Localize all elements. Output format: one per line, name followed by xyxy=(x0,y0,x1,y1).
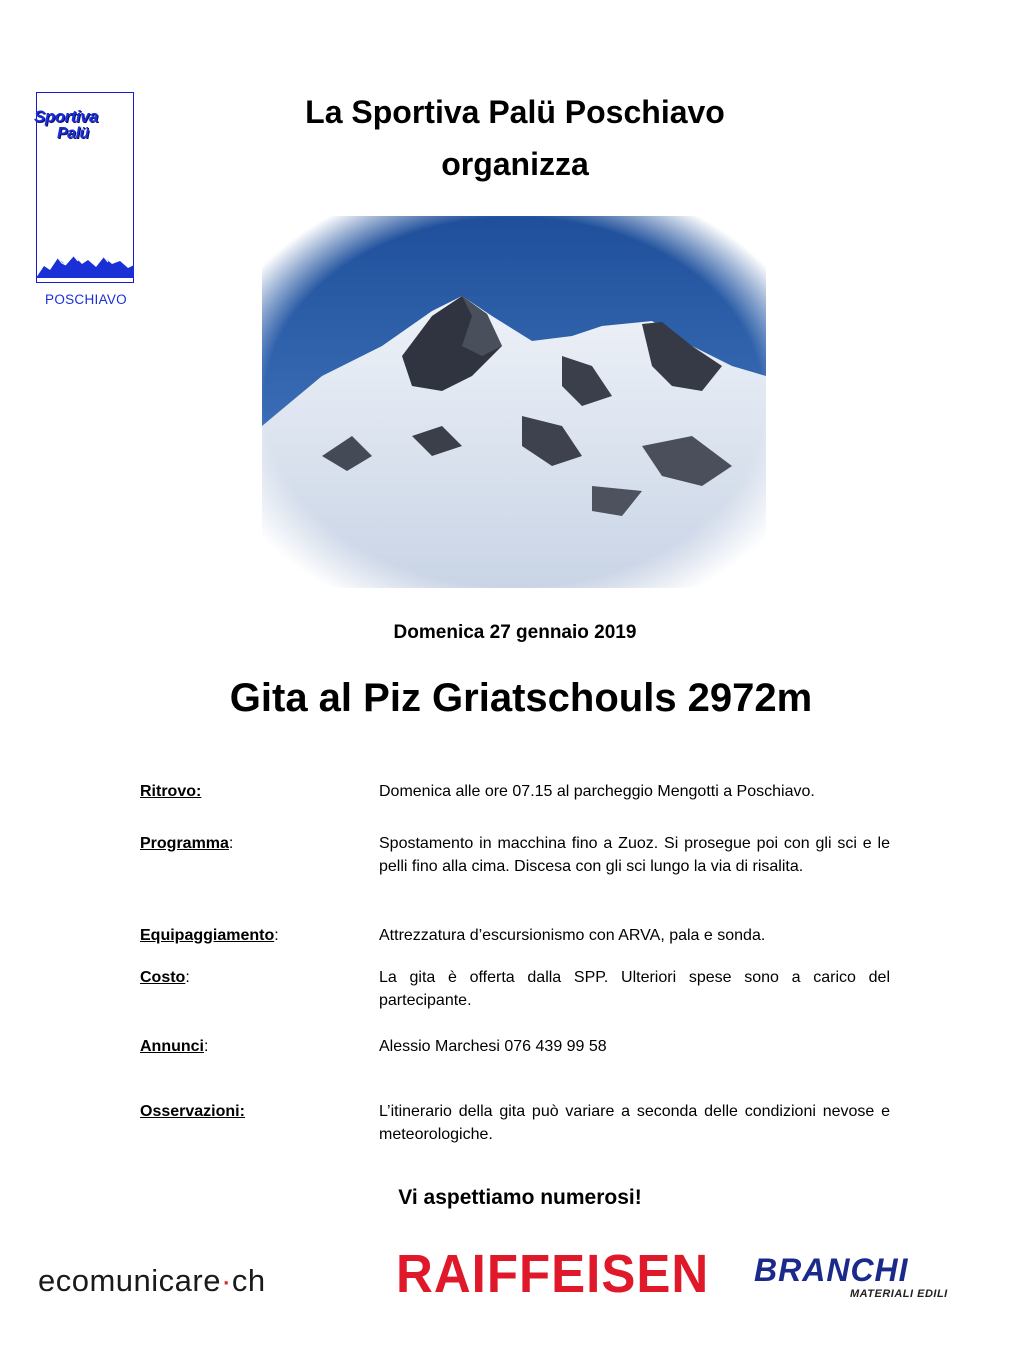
event-headline: Gita al Piz Griatschouls 2972m xyxy=(229,676,813,720)
detail-label-colon: : xyxy=(228,835,234,852)
detail-label: Equipaggiamento xyxy=(140,927,275,944)
logo-town: POSCHIAVO xyxy=(45,292,127,307)
logo-word-sportiva: Sportiva xyxy=(34,107,99,126)
detail-label-colon: : xyxy=(204,1038,209,1055)
detail-value: Alessio Marchesi 076 439 99 58 xyxy=(379,1038,607,1055)
logo-word-palu: Palü xyxy=(57,125,89,142)
detail-label-colon: : xyxy=(185,969,190,986)
sponsor-branchi-logo xyxy=(754,1252,978,1300)
detail-value: Domenica alle ore 07.15 al parcheggio Mengotti a Poschiavo. xyxy=(379,783,815,800)
logo-mountain-icon xyxy=(36,250,134,278)
detail-value: Attrezzatura d’escursionismo con ARVA, pala e sonda. xyxy=(379,927,766,944)
detail-label: Osservazioni: xyxy=(140,1103,245,1120)
mountain-photo xyxy=(262,216,766,588)
detail-value: Spostamento in macchina fino a Zuoz. Si prosegue poi con gli sci e le pelli fino alla cima. Discesa con gli sci lungo la via di risalita. xyxy=(379,835,890,875)
sponsor-raiffeisen-logo: RAIFFEISEN xyxy=(396,1243,710,1304)
detail-label-colon: : xyxy=(274,927,279,944)
event-date: Domenica 27 gennaio 2019 xyxy=(393,622,637,643)
sponsor-ecomunicare-logo xyxy=(38,1263,266,1299)
detail-label: Annunci xyxy=(140,1038,204,1055)
sponsor-branchi-name: BRANCHI xyxy=(754,1252,909,1288)
closing-text: Vi aspettiamo numerosi! xyxy=(398,1186,642,1209)
sponsor-ecomunicare-name: ecomunicare xyxy=(38,1263,221,1298)
detail-label: Costo xyxy=(140,969,186,986)
page-subtitle: organizza xyxy=(441,146,589,182)
page-title: La Sportiva Palü Poschiavo xyxy=(305,94,725,130)
detail-value: L’itinerario della gita può variare a seconda delle condizioni nevose e meteorologiche. xyxy=(379,1103,890,1143)
detail-label: Ritrovo: xyxy=(140,783,202,800)
sponsor-ecomunicare-dot: · xyxy=(220,1263,232,1298)
detail-label: Programma xyxy=(140,835,229,852)
sponsor-ecomunicare-tld: ch xyxy=(231,1263,266,1298)
detail-value: La gita è offerta dalla SPP. Ulteriori spese sono a carico del partecipante. xyxy=(379,969,890,1009)
sponsor-branchi-sub: MATERIALI EDILI xyxy=(850,1288,948,1300)
